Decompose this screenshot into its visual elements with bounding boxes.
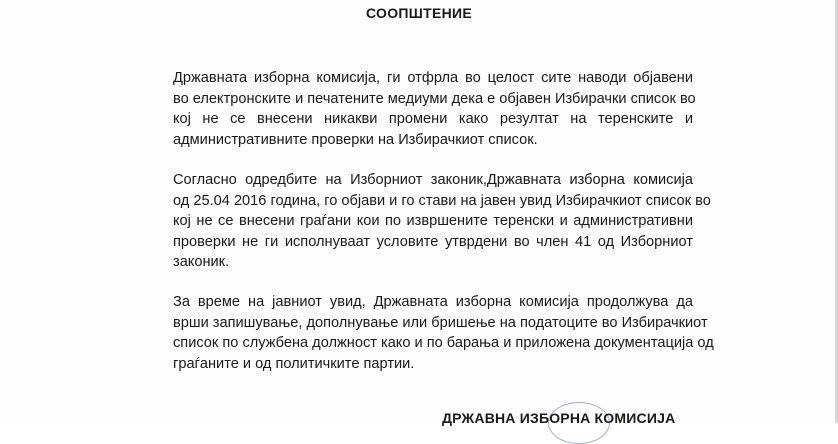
paragraph-line: Државната изборна комисија, ги отфрла во целост сите наводи објавени bbox=[173, 70, 693, 86]
paragraph-line: од 25.04 2016 година, го објави и го стави на јавен увид Избирачкиот список во bbox=[173, 192, 711, 209]
paragraph-1 bbox=[173, 68, 696, 150]
paragraph-line: Согласно одредбите на Изборниот законик,Државната изборна комисија bbox=[173, 172, 693, 188]
paragraph-line: проверки не ги исполнуваат условите утврдени во член 41 од Изборниот bbox=[173, 233, 693, 250]
paragraph-line: административните проверки на Избирачкиот список. bbox=[173, 131, 538, 148]
document-title: СООПШТЕНИЕ bbox=[365, 5, 473, 21]
paragraph-line: во електронските и печатените медиуми дека е објавен Избирачки список во bbox=[173, 90, 696, 107]
paragraph-line: кој не се внесени никакви промени како резултат на теренските и bbox=[173, 111, 693, 127]
paragraph-line: За време на јавниот увид, Државната изборна комисија продолжува да bbox=[173, 294, 693, 310]
paragraph-line: законик. bbox=[173, 254, 230, 270]
paragraph-3 bbox=[173, 292, 714, 374]
paragraph-line: список по службена должност како и по барања и приложена документација од bbox=[173, 335, 714, 351]
paragraph-line: граѓаните и од политичките партии. bbox=[173, 355, 415, 372]
paragraph-2 bbox=[173, 170, 711, 273]
paragraph-line: кој не се внесени граѓани кои по извршените теренски и административни bbox=[173, 213, 693, 229]
paragraph-line: врши запишување, дополнување или бришење на податоците во Избирачкиот bbox=[173, 314, 708, 331]
signature-line: ДРЖАВНА ИЗБОРНА КОМИСИЈА bbox=[442, 410, 676, 426]
